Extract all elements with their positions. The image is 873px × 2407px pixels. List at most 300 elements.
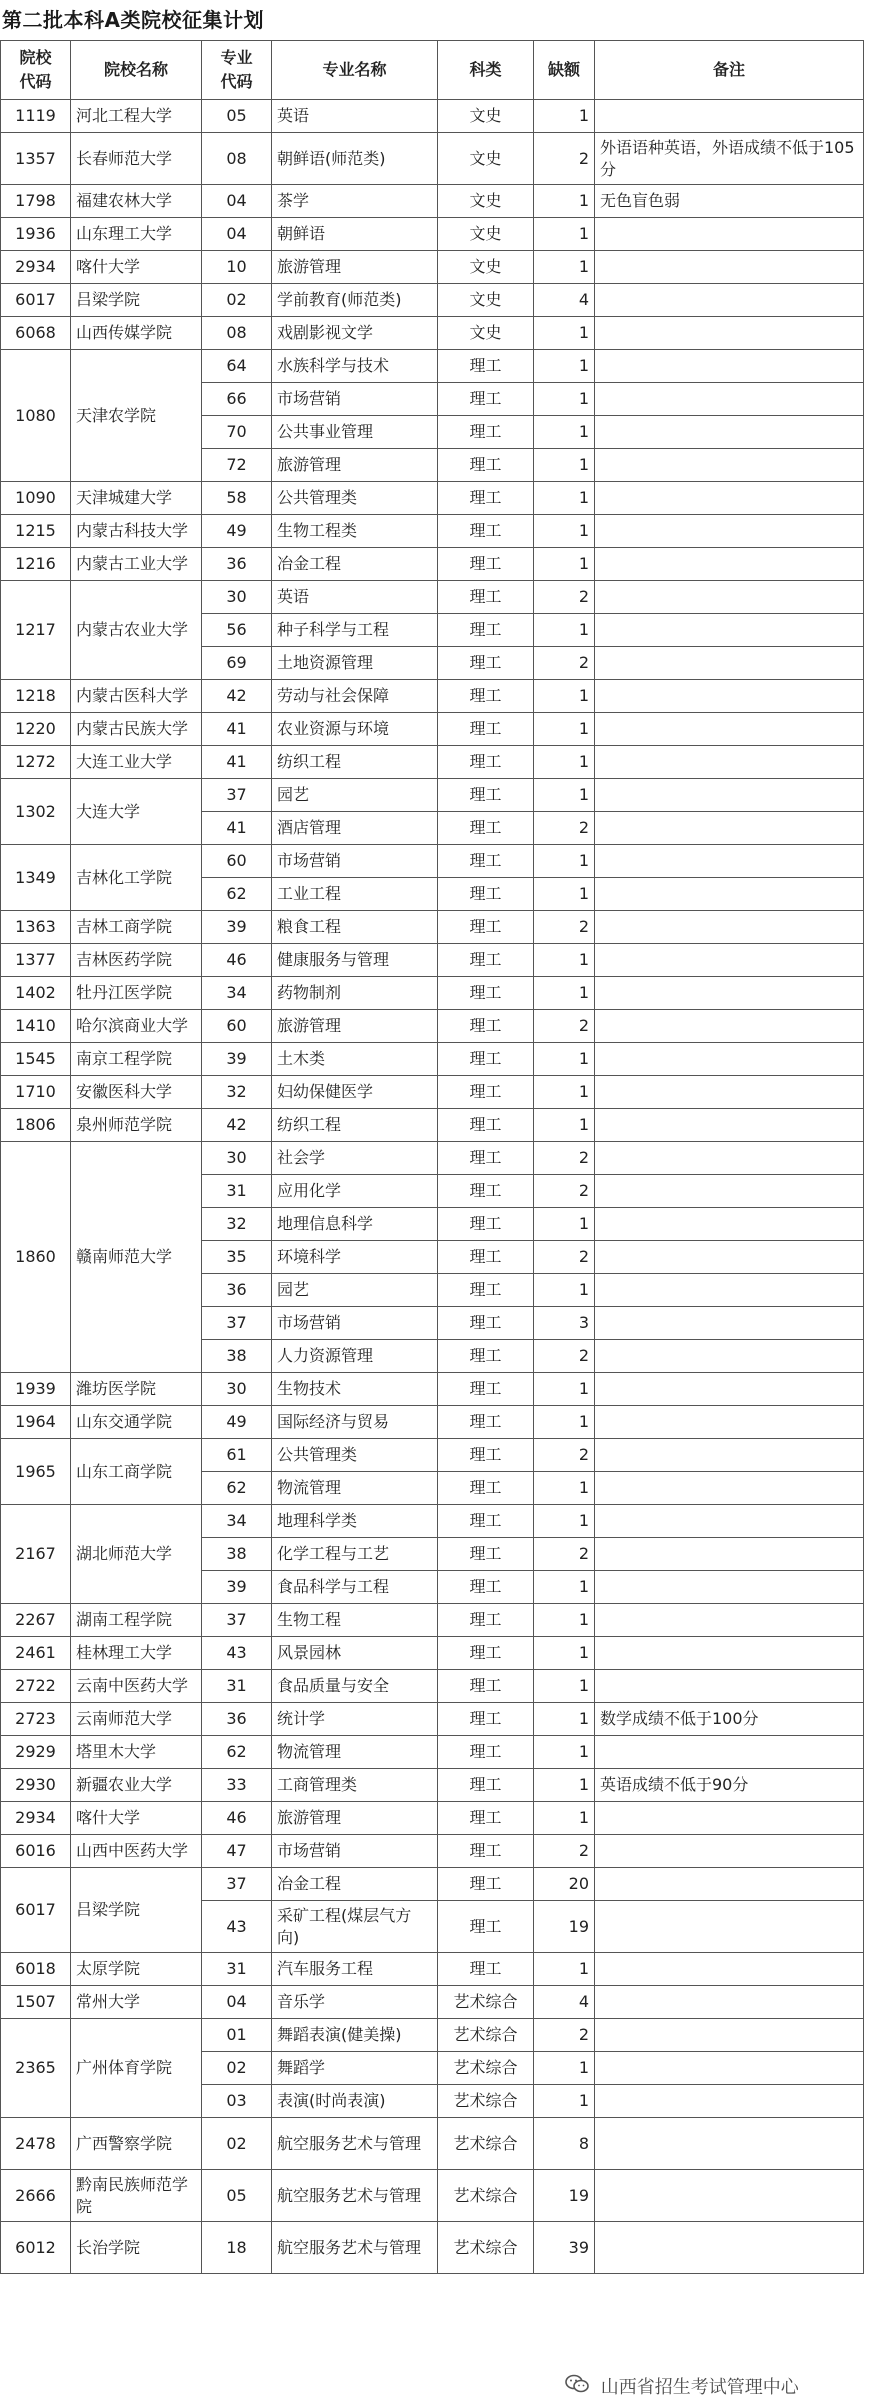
- quota-cell: 1: [534, 1769, 595, 1802]
- table-row: [1, 1736, 864, 1769]
- school-name-cell: 喀什大学: [71, 1802, 202, 1835]
- table-row: [1, 218, 864, 251]
- quota-cell: 1: [534, 1208, 595, 1241]
- quota-cell: 1: [534, 100, 595, 133]
- school-name-cell: 内蒙古工业大学: [71, 548, 202, 581]
- note-cell: [595, 416, 864, 449]
- note-cell: [595, 2085, 864, 2118]
- category-cell: 艺术综合: [438, 2019, 534, 2052]
- major-code-cell: 31: [202, 1175, 272, 1208]
- quota-cell: 1: [534, 1571, 595, 1604]
- quota-cell: 1: [534, 1670, 595, 1703]
- school-code-cell: 6012: [1, 2222, 71, 2274]
- major-code-cell: 08: [202, 133, 272, 185]
- quota-cell: 1: [534, 548, 595, 581]
- category-cell: 文史: [438, 133, 534, 185]
- note-cell: [595, 1373, 864, 1406]
- school-code-cell: 1272: [1, 746, 71, 779]
- table-row: [1, 1703, 864, 1736]
- major-name-cell: 公共事业管理: [272, 416, 438, 449]
- major-name-cell: 朝鲜语: [272, 218, 438, 251]
- quota-cell: 1: [534, 185, 595, 218]
- note-cell: [595, 515, 864, 548]
- quota-cell: 1: [534, 713, 595, 746]
- school-name-cell: 山西传媒学院: [71, 317, 202, 350]
- category-cell: 文史: [438, 317, 534, 350]
- category-cell: 理工: [438, 515, 534, 548]
- category-cell: 理工: [438, 416, 534, 449]
- major-name-cell: 水族科学与技术: [272, 350, 438, 383]
- major-code-cell: 34: [202, 1505, 272, 1538]
- school-name-cell: 天津农学院: [71, 350, 202, 482]
- note-cell: [595, 548, 864, 581]
- major-name-cell: 旅游管理: [272, 251, 438, 284]
- school-code-cell: 1936: [1, 218, 71, 251]
- major-name-cell: 环境科学: [272, 1241, 438, 1274]
- category-cell: 理工: [438, 1571, 534, 1604]
- note-cell: [595, 482, 864, 515]
- quota-cell: 4: [534, 1986, 595, 2019]
- table-row: [1, 746, 864, 779]
- note-cell: [595, 1637, 864, 1670]
- note-cell: [595, 284, 864, 317]
- major-name-cell: 航空服务艺术与管理: [272, 2222, 438, 2274]
- category-cell: 理工: [438, 548, 534, 581]
- note-cell: [595, 1571, 864, 1604]
- school-code-cell: 1220: [1, 713, 71, 746]
- major-name-cell: 英语: [272, 100, 438, 133]
- category-cell: 理工: [438, 1340, 534, 1373]
- school-code-cell: 2167: [1, 1505, 71, 1604]
- major-code-cell: 37: [202, 779, 272, 812]
- school-code-cell: 1710: [1, 1076, 71, 1109]
- quota-cell: 2: [534, 1835, 595, 1868]
- table-row: [1, 1670, 864, 1703]
- header-major-name: 专业名称: [272, 41, 438, 100]
- quota-cell: 1: [534, 779, 595, 812]
- category-cell: 理工: [438, 1953, 534, 1986]
- school-name-cell: 黔南民族师范学院: [71, 2170, 202, 2222]
- category-cell: 理工: [438, 1835, 534, 1868]
- table-row: [1, 515, 864, 548]
- note-cell: [595, 1986, 864, 2019]
- quota-cell: 2: [534, 1142, 595, 1175]
- table-row: [1, 581, 864, 614]
- major-code-cell: 01: [202, 2019, 272, 2052]
- note-cell: [595, 383, 864, 416]
- school-code-cell: 1119: [1, 100, 71, 133]
- note-cell: [595, 944, 864, 977]
- note-cell: [595, 1109, 864, 1142]
- major-code-cell: 03: [202, 2085, 272, 2118]
- school-name-cell: 湖南工程学院: [71, 1604, 202, 1637]
- school-name-cell: 太原学院: [71, 1953, 202, 1986]
- major-code-cell: 39: [202, 1571, 272, 1604]
- major-code-cell: 04: [202, 1986, 272, 2019]
- category-cell: 文史: [438, 100, 534, 133]
- major-code-cell: 61: [202, 1439, 272, 1472]
- school-name-cell: 云南中医药大学: [71, 1670, 202, 1703]
- quota-cell: 1: [534, 1604, 595, 1637]
- major-code-cell: 37: [202, 1868, 272, 1901]
- school-name-cell: 长春师范大学: [71, 133, 202, 185]
- quota-cell: 1: [534, 680, 595, 713]
- note-cell: [595, 1901, 864, 1953]
- school-name-cell: 湖北师范大学: [71, 1505, 202, 1604]
- school-code-cell: 1363: [1, 911, 71, 944]
- note-cell: [595, 317, 864, 350]
- quota-cell: 1: [534, 317, 595, 350]
- school-code-cell: 6068: [1, 317, 71, 350]
- major-code-cell: 39: [202, 911, 272, 944]
- school-code-cell: 2461: [1, 1637, 71, 1670]
- category-cell: 理工: [438, 1109, 534, 1142]
- note-cell: [595, 1670, 864, 1703]
- category-cell: 理工: [438, 614, 534, 647]
- quota-cell: 2: [534, 1439, 595, 1472]
- school-name-cell: 云南师范大学: [71, 1703, 202, 1736]
- major-name-cell: 航空服务艺术与管理: [272, 2118, 438, 2170]
- category-cell: 理工: [438, 1274, 534, 1307]
- table-row: [1, 1406, 864, 1439]
- school-name-cell: 吕梁学院: [71, 1868, 202, 1953]
- table-row: [1, 1142, 864, 1175]
- category-cell: 理工: [438, 1241, 534, 1274]
- school-code-cell: 1860: [1, 1142, 71, 1373]
- quota-cell: 2: [534, 2019, 595, 2052]
- major-name-cell: 市场营销: [272, 383, 438, 416]
- note-cell: [595, 845, 864, 878]
- table-row: [1, 1010, 864, 1043]
- major-name-cell: 朝鲜语(师范类): [272, 133, 438, 185]
- quota-cell: 1: [534, 1802, 595, 1835]
- major-name-cell: 土地资源管理: [272, 647, 438, 680]
- note-cell: [595, 779, 864, 812]
- category-cell: 理工: [438, 1868, 534, 1901]
- major-name-cell: 国际经济与贸易: [272, 1406, 438, 1439]
- major-name-cell: 农业资源与环境: [272, 713, 438, 746]
- quota-cell: 1: [534, 350, 595, 383]
- school-code-cell: 1090: [1, 482, 71, 515]
- school-name-cell: 南京工程学院: [71, 1043, 202, 1076]
- note-cell: [595, 251, 864, 284]
- note-cell: [595, 746, 864, 779]
- major-code-cell: 47: [202, 1835, 272, 1868]
- school-code-cell: 1080: [1, 350, 71, 482]
- major-name-cell: 茶学: [272, 185, 438, 218]
- table-row: [1, 713, 864, 746]
- major-code-cell: 46: [202, 1802, 272, 1835]
- category-cell: 理工: [438, 1472, 534, 1505]
- category-cell: 理工: [438, 1406, 534, 1439]
- note-cell: [595, 1307, 864, 1340]
- quota-cell: 1: [534, 1373, 595, 1406]
- major-name-cell: 汽车服务工程: [272, 1953, 438, 1986]
- school-name-cell: 天津城建大学: [71, 482, 202, 515]
- table-row: [1, 1604, 864, 1637]
- header-note: 备注: [595, 41, 864, 100]
- category-cell: 理工: [438, 878, 534, 911]
- note-cell: [595, 713, 864, 746]
- major-name-cell: 纺织工程: [272, 746, 438, 779]
- school-code-cell: 2929: [1, 1736, 71, 1769]
- school-code-cell: 2478: [1, 2118, 71, 2170]
- major-code-cell: 37: [202, 1307, 272, 1340]
- note-cell: 无色盲色弱: [595, 185, 864, 218]
- category-cell: 理工: [438, 911, 534, 944]
- major-code-cell: 36: [202, 1703, 272, 1736]
- note-cell: [595, 1208, 864, 1241]
- note-cell: [595, 2052, 864, 2085]
- major-name-cell: 舞蹈表演(健美操): [272, 2019, 438, 2052]
- school-code-cell: 1939: [1, 1373, 71, 1406]
- major-code-cell: 04: [202, 185, 272, 218]
- quota-cell: 1: [534, 218, 595, 251]
- major-code-cell: 18: [202, 2222, 272, 2274]
- school-name-cell: 山西中医药大学: [71, 1835, 202, 1868]
- quota-cell: 2: [534, 1538, 595, 1571]
- table-row: [1, 317, 864, 350]
- school-name-cell: 大连大学: [71, 779, 202, 845]
- major-name-cell: 表演(时尚表演): [272, 2085, 438, 2118]
- table-row: [1, 2222, 864, 2274]
- major-code-cell: 30: [202, 581, 272, 614]
- category-cell: 文史: [438, 251, 534, 284]
- school-name-cell: 内蒙古医科大学: [71, 680, 202, 713]
- category-cell: 理工: [438, 647, 534, 680]
- quota-cell: 1: [534, 2052, 595, 2085]
- note-cell: [595, 680, 864, 713]
- major-name-cell: 物流管理: [272, 1472, 438, 1505]
- major-name-cell: 地理科学类: [272, 1505, 438, 1538]
- school-name-cell: 吉林工商学院: [71, 911, 202, 944]
- note-cell: [595, 1340, 864, 1373]
- major-code-cell: 32: [202, 1208, 272, 1241]
- category-cell: 理工: [438, 383, 534, 416]
- header-school-name: 院校名称: [71, 41, 202, 100]
- major-name-cell: 冶金工程: [272, 1868, 438, 1901]
- school-code-cell: 1402: [1, 977, 71, 1010]
- quota-cell: 1: [534, 515, 595, 548]
- note-cell: [595, 977, 864, 1010]
- quota-cell: 1: [534, 944, 595, 977]
- school-name-cell: 福建农林大学: [71, 185, 202, 218]
- table-row: [1, 779, 864, 812]
- school-code-cell: 2934: [1, 1802, 71, 1835]
- school-code-cell: 1507: [1, 1986, 71, 2019]
- school-code-cell: 6016: [1, 1835, 71, 1868]
- quota-cell: 1: [534, 251, 595, 284]
- school-name-cell: 内蒙古民族大学: [71, 713, 202, 746]
- quota-cell: 2: [534, 1241, 595, 1274]
- major-name-cell: 生物工程类: [272, 515, 438, 548]
- page-title: 第二批本科A类院校征集计划: [2, 8, 264, 32]
- school-name-cell: 山东理工大学: [71, 218, 202, 251]
- category-cell: 理工: [438, 1703, 534, 1736]
- note-cell: [595, 1142, 864, 1175]
- note-cell: [595, 1736, 864, 1769]
- major-code-cell: 32: [202, 1076, 272, 1109]
- major-code-cell: 41: [202, 713, 272, 746]
- major-name-cell: 学前教育(师范类): [272, 284, 438, 317]
- note-cell: [595, 1406, 864, 1439]
- category-cell: 理工: [438, 1307, 534, 1340]
- note-cell: [595, 1802, 864, 1835]
- major-code-cell: 02: [202, 284, 272, 317]
- quota-cell: 1: [534, 1953, 595, 1986]
- school-code-cell: 2723: [1, 1703, 71, 1736]
- category-cell: 理工: [438, 1901, 534, 1953]
- major-name-cell: 粮食工程: [272, 911, 438, 944]
- major-name-cell: 土木类: [272, 1043, 438, 1076]
- table-row: [1, 1439, 864, 1472]
- quota-cell: 1: [534, 878, 595, 911]
- school-code-cell: 6017: [1, 284, 71, 317]
- major-code-cell: 69: [202, 647, 272, 680]
- school-name-cell: 牡丹江医学院: [71, 977, 202, 1010]
- table-row: [1, 977, 864, 1010]
- quota-cell: 2: [534, 1175, 595, 1208]
- quota-cell: 2: [534, 133, 595, 185]
- table-row: [1, 1076, 864, 1109]
- note-cell: [595, 911, 864, 944]
- major-name-cell: 采矿工程(煤层气方向): [272, 1901, 438, 1953]
- note-cell: [595, 1505, 864, 1538]
- table-row: [1, 2118, 864, 2170]
- major-code-cell: 43: [202, 1637, 272, 1670]
- quota-cell: 19: [534, 2170, 595, 2222]
- major-name-cell: 地理信息科学: [272, 1208, 438, 1241]
- category-cell: 理工: [438, 1736, 534, 1769]
- school-code-cell: 1217: [1, 581, 71, 680]
- table-row: [1, 133, 864, 185]
- major-code-cell: 38: [202, 1538, 272, 1571]
- major-name-cell: 生物工程: [272, 1604, 438, 1637]
- header-category: 科类: [438, 41, 534, 100]
- note-cell: [595, 2019, 864, 2052]
- major-code-cell: 42: [202, 1109, 272, 1142]
- major-code-cell: 36: [202, 548, 272, 581]
- school-code-cell: 1215: [1, 515, 71, 548]
- school-code-cell: 1218: [1, 680, 71, 713]
- school-name-cell: 河北工程大学: [71, 100, 202, 133]
- major-code-cell: 66: [202, 383, 272, 416]
- category-cell: 理工: [438, 1175, 534, 1208]
- major-name-cell: 公共管理类: [272, 1439, 438, 1472]
- major-code-cell: 62: [202, 1736, 272, 1769]
- school-code-cell: 2934: [1, 251, 71, 284]
- table-row: [1, 1769, 864, 1802]
- table-row: [1, 548, 864, 581]
- major-name-cell: 公共管理类: [272, 482, 438, 515]
- quota-cell: 1: [534, 1505, 595, 1538]
- major-name-cell: 妇幼保健医学: [272, 1076, 438, 1109]
- category-cell: 理工: [438, 812, 534, 845]
- major-name-cell: 旅游管理: [272, 449, 438, 482]
- category-cell: 理工: [438, 1043, 534, 1076]
- school-code-cell: 1302: [1, 779, 71, 845]
- category-cell: 理工: [438, 779, 534, 812]
- table-row: [1, 911, 864, 944]
- school-code-cell: 1964: [1, 1406, 71, 1439]
- school-code-cell: 1545: [1, 1043, 71, 1076]
- major-name-cell: 纺织工程: [272, 1109, 438, 1142]
- category-cell: 艺术综合: [438, 2052, 534, 2085]
- quota-cell: 1: [534, 1043, 595, 1076]
- major-name-cell: 食品科学与工程: [272, 1571, 438, 1604]
- category-cell: 理工: [438, 1769, 534, 1802]
- note-cell: [595, 1274, 864, 1307]
- major-name-cell: 人力资源管理: [272, 1340, 438, 1373]
- school-code-cell: 1357: [1, 133, 71, 185]
- quota-cell: 1: [534, 977, 595, 1010]
- table-row: [1, 1505, 864, 1538]
- major-name-cell: 种子科学与工程: [272, 614, 438, 647]
- major-name-cell: 社会学: [272, 1142, 438, 1175]
- major-code-cell: 31: [202, 1953, 272, 1986]
- major-name-cell: 食品质量与安全: [272, 1670, 438, 1703]
- quota-cell: 4: [534, 284, 595, 317]
- note-cell: [595, 1835, 864, 1868]
- school-name-cell: 泉州师范学院: [71, 1109, 202, 1142]
- major-code-cell: 02: [202, 2118, 272, 2170]
- major-code-cell: 70: [202, 416, 272, 449]
- category-cell: 理工: [438, 1010, 534, 1043]
- school-code-cell: 1806: [1, 1109, 71, 1142]
- school-name-cell: 哈尔滨商业大学: [71, 1010, 202, 1043]
- school-name-cell: 赣南师范大学: [71, 1142, 202, 1373]
- major-code-cell: 08: [202, 317, 272, 350]
- major-name-cell: 化学工程与工艺: [272, 1538, 438, 1571]
- category-cell: 理工: [438, 581, 534, 614]
- quota-cell: 1: [534, 746, 595, 779]
- major-code-cell: 38: [202, 1340, 272, 1373]
- category-cell: 文史: [438, 284, 534, 317]
- school-name-cell: 长治学院: [71, 2222, 202, 2274]
- major-code-cell: 49: [202, 1406, 272, 1439]
- quota-cell: 2: [534, 911, 595, 944]
- school-name-cell: 吉林化工学院: [71, 845, 202, 911]
- note-cell: [595, 614, 864, 647]
- category-cell: 理工: [438, 1208, 534, 1241]
- table-header-row: [1, 41, 864, 100]
- category-cell: 理工: [438, 1373, 534, 1406]
- table-row: [1, 100, 864, 133]
- major-name-cell: 风景园林: [272, 1637, 438, 1670]
- major-name-cell: 酒店管理: [272, 812, 438, 845]
- major-name-cell: 市场营销: [272, 1835, 438, 1868]
- major-code-cell: 05: [202, 100, 272, 133]
- wechat-icon: [565, 2374, 589, 2402]
- school-name-cell: 吉林医药学院: [71, 944, 202, 977]
- major-code-cell: 42: [202, 680, 272, 713]
- quota-cell: 2: [534, 647, 595, 680]
- school-name-cell: 安徽医科大学: [71, 1076, 202, 1109]
- category-cell: 艺术综合: [438, 2118, 534, 2170]
- category-cell: 理工: [438, 944, 534, 977]
- school-code-cell: 1349: [1, 845, 71, 911]
- school-code-cell: 2930: [1, 1769, 71, 1802]
- quota-cell: 1: [534, 416, 595, 449]
- category-cell: 理工: [438, 713, 534, 746]
- category-cell: 理工: [438, 1604, 534, 1637]
- major-code-cell: 62: [202, 1472, 272, 1505]
- category-cell: 理工: [438, 449, 534, 482]
- note-cell: [595, 1604, 864, 1637]
- major-name-cell: 物流管理: [272, 1736, 438, 1769]
- major-name-cell: 生物技术: [272, 1373, 438, 1406]
- major-name-cell: 工商管理类: [272, 1769, 438, 1802]
